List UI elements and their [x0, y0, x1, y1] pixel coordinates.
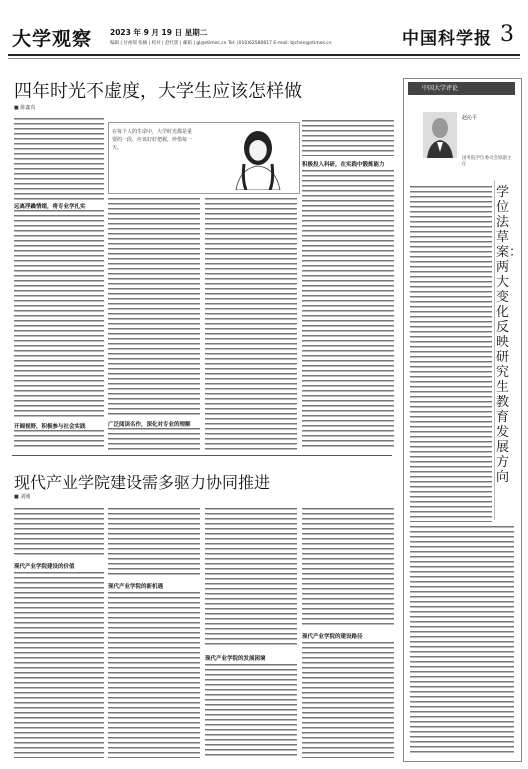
article-1-subhead-2: 广泛阅读名作，深化对专业的理解 — [108, 422, 191, 428]
sidebar-author-name: 赵沁平 — [462, 115, 478, 121]
publication-date: 2023 年 9 月 19 日 星期二 — [110, 28, 208, 37]
article-2-col-3-text — [205, 508, 297, 648]
article-2-col-4-text — [302, 508, 394, 628]
article-2-subhead-2: 现代产业学院的新机遇 — [108, 584, 164, 590]
header-rule-thin — [8, 58, 520, 59]
article-1-col-3-text — [205, 198, 297, 450]
page-number: 3 — [500, 22, 514, 47]
sidebar-column-tag: 中国大学评论 — [408, 82, 515, 95]
article-1-col-1-text — [14, 118, 104, 200]
article-2-subhead-1: 现代产业学院建设的价值 — [14, 564, 75, 570]
article-2-subhead-3: 现代产业学院的发展困境 — [205, 656, 266, 662]
sidebar-author-affiliation: 国务院学位委员会原副主任 — [462, 156, 512, 167]
article-2-col-2-text — [108, 508, 200, 578]
article-1-subhead-4: 积极投入科研，在实践中锻炼能力 — [302, 162, 385, 168]
article-2-col-3-text-b — [205, 664, 297, 758]
sidebar-vertical-title: 学位法草案：两大变化反映研究生教育发展方向 — [496, 185, 523, 485]
article-2-byline: ■ 刘刚 — [14, 494, 31, 500]
article-2-title: 现代产业学院建设需多驱力协同推进 — [14, 473, 271, 492]
article-2-col-4-text-b — [302, 642, 394, 758]
article-1-col-1-text-c — [14, 430, 104, 450]
article-2-col-1-text — [14, 508, 104, 558]
article-1-col-2-text-b — [108, 428, 200, 450]
section-name: 大学观察 — [12, 28, 93, 50]
article-1-col-4-text-b — [302, 170, 394, 450]
article-2-subhead-4: 现代产业学院的建设路径 — [302, 634, 363, 640]
article-1-title: 四年时光不虚度，大学生应该怎样做 — [14, 81, 302, 102]
article-1-col-2-text — [108, 198, 200, 418]
article-2-col-1-text-b — [14, 572, 104, 758]
article-1-subhead-3: 开阔视野，积极参与社会实践 — [14, 424, 86, 430]
author-portrait-illustration — [222, 124, 294, 190]
article-1-subhead-1: 远离浮躁情绪，将专业学扎实 — [14, 204, 86, 210]
sidebar-text-col — [410, 186, 492, 522]
article-1-byline: ■ 陈鑫真 — [14, 105, 36, 111]
header-rule — [8, 54, 520, 56]
author-photo — [423, 112, 457, 158]
article-1-col-4-text-a — [302, 120, 394, 156]
pull-quote-text: 在每个人的生命中，大学时光都是重要的一段，应该好好把握，珍惜每一天。 — [112, 129, 193, 151]
article-1-col-1-text-b — [14, 210, 104, 418]
article-2-col-2-text-b — [108, 592, 200, 758]
article-separator — [12, 455, 392, 456]
staff-line: 编辑 | 付裕瑞 张楠 | 校对 | 赵红影 | 邮箱 | gl@stimes.cn Tel: (010)62580617 E-mail: bjchen@stimes.cn — [110, 41, 332, 46]
sidebar-text-lower — [410, 526, 514, 754]
newspaper-masthead: 中国科学报 — [402, 29, 492, 49]
sidebar-inner-divider — [494, 180, 495, 520]
